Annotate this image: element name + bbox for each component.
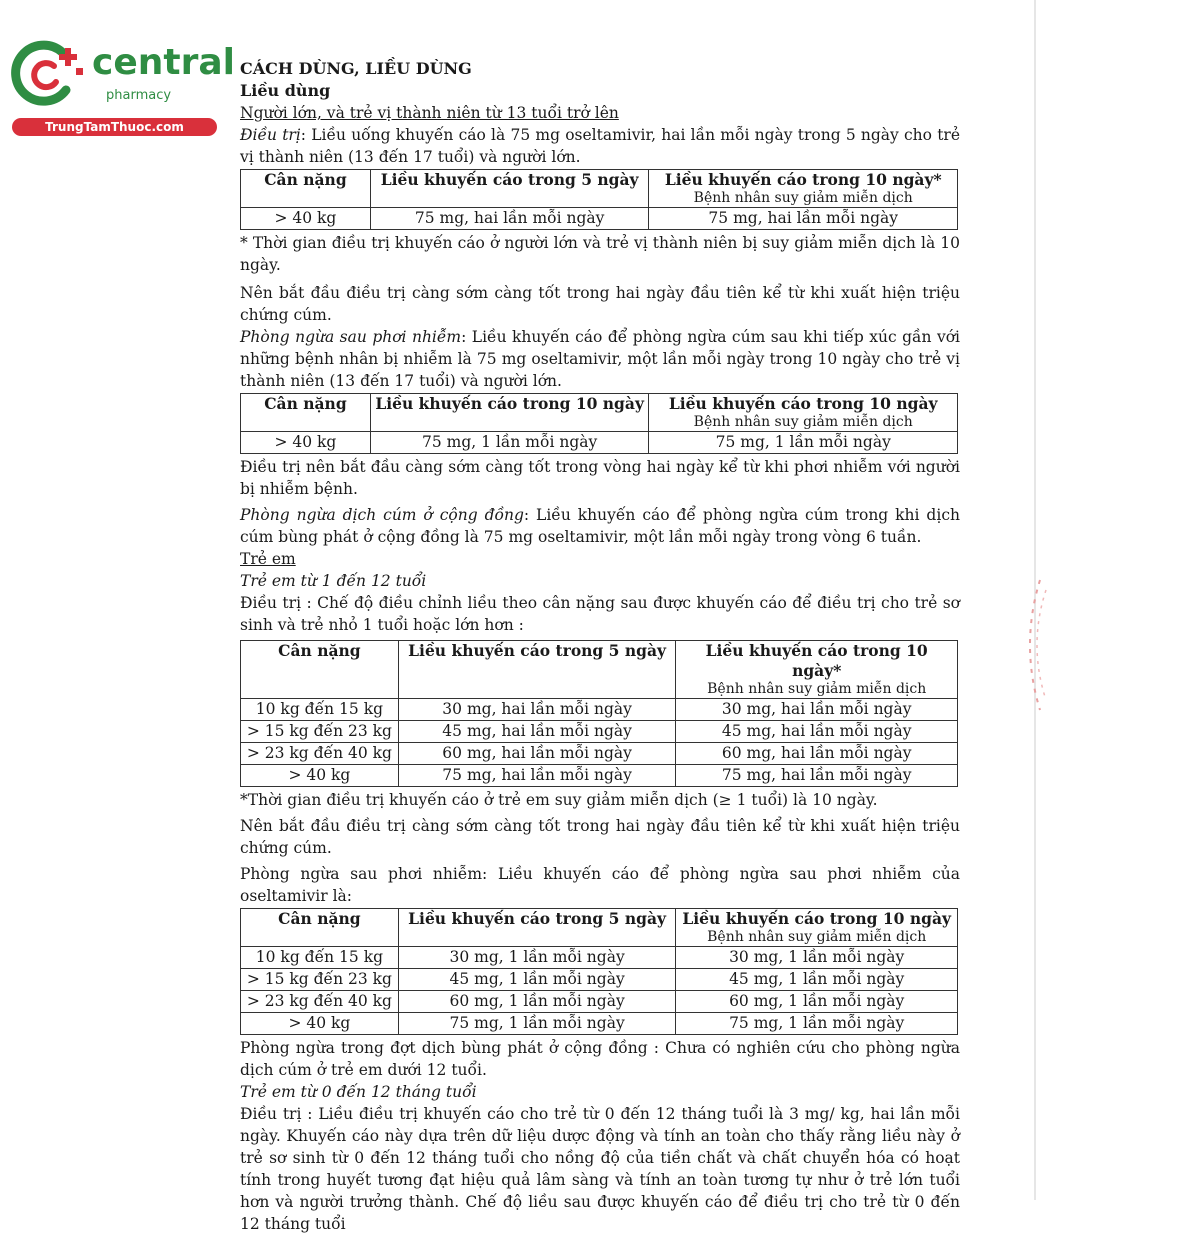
table-cell: 45 mg, 1 lần mỗi ngày bbox=[676, 969, 958, 991]
adults-heading: Người lớn, và trẻ vị thành niên từ 13 tuổi trở lên bbox=[240, 104, 619, 122]
adult-treatment-label: Điều trị bbox=[240, 126, 301, 144]
table-subheader: Bệnh nhân suy giảm miễn dịch bbox=[693, 190, 913, 206]
table-cell: 30 mg, 1 lần mỗi ngày bbox=[676, 947, 958, 969]
table-subheader: Bệnh nhân suy giảm miễn dịch bbox=[707, 929, 927, 945]
table-cell: 75 mg, 1 lần mỗi ngày bbox=[676, 1013, 958, 1035]
post-exposure-text: : Liều khuyến cáo để phòng ngừa cúm sau khi tiếp xúc gần với những bệnh nhân bị nhiễm là 75 mg oseltamivir, một lần mỗi ngày trong 10 ngày cho trẻ vị thành niên (13 đến 17 tuổi) và người lớn. bbox=[240, 328, 960, 390]
table-cell: 45 mg, hai lần mỗi ngày bbox=[676, 721, 958, 743]
table-cell: 75 mg, 1 lần mỗi ngày bbox=[649, 432, 958, 454]
table-cell: > 15 kg đến 23 kg bbox=[241, 721, 399, 743]
table-header bbox=[649, 394, 958, 432]
community-text: : Liều khuyến cáo để phòng ngừa cúm trong khi dịch cúm bùng phát ở cộng đồng là 75 mg oseltamivir, một lần mỗi ngày trong vòng 6 tuần. bbox=[240, 506, 960, 546]
table-header bbox=[676, 641, 958, 699]
children-heading: Trẻ em bbox=[240, 550, 296, 568]
children-start-note: Nên bắt đầu điều trị càng sớm càng tốt trong hai ngày đầu tiên kể từ khi xuất hiện triệu chứng cúm. bbox=[240, 817, 960, 857]
dose-heading: Liều dùng bbox=[240, 81, 331, 100]
stamp-mark bbox=[1010, 570, 1050, 720]
adult-treatment-table bbox=[240, 169, 958, 230]
adult-treatment-paragraph bbox=[240, 124, 960, 168]
table-cell: > 40 kg bbox=[241, 208, 371, 230]
community-paragraph bbox=[240, 504, 960, 548]
table-cell: > 40 kg bbox=[241, 432, 371, 454]
central-pharmacy-logo[interactable] bbox=[10, 38, 235, 138]
post-exposure-label: Phòng ngừa sau phơi nhiễm bbox=[240, 328, 462, 346]
table-row bbox=[241, 1013, 958, 1035]
table-cell: 10 kg đến 15 kg bbox=[241, 699, 399, 721]
children-1-12-heading: Trẻ em từ 1 đến 12 tuổi bbox=[240, 572, 427, 590]
infants-text: Điều trị : Liều điều trị khuyến cáo cho trẻ từ 0 đến 12 tháng tuổi là 3 mg/ kg, hai lần mỗi ngày. Khuyến cáo này dựa trên dữ liệu dược động và tính an toàn cho thấy rằng liều này ở trẻ sơ sinh từ 0 đến 12 tháng tuổi cho nồng độ của tiền chất và chất chuyển hóa có hoạt tính trong huyết tương đạt hiệu quả lâm sàng và tính an toàn tương tự như ở trẻ lớn tuổi hơn và người trưởng thành. Chế độ liều sau được khuyến cáo để điều trị cho trẻ từ 0 đến 12 tháng tuổi bbox=[240, 1105, 960, 1233]
table-cell: 75 mg, 1 lần mỗi ngày bbox=[370, 432, 649, 454]
post-exposure-paragraph bbox=[240, 326, 960, 392]
table-cell: > 23 kg đến 40 kg bbox=[241, 991, 399, 1013]
table-row bbox=[241, 969, 958, 991]
table-cell: 45 mg, hai lần mỗi ngày bbox=[398, 721, 676, 743]
table-subheader: Bệnh nhân suy giảm miễn dịch bbox=[707, 681, 927, 697]
children-community-text: Phòng ngừa trong đợt dịch bùng phát ở cộng đồng : Chưa có nghiên cứu cho phòng ngừa dịch cúm ở trẻ em dưới 12 tuổi. bbox=[240, 1039, 960, 1079]
logo-subtitle: pharmacy bbox=[106, 88, 172, 103]
children-prophylaxis-table bbox=[240, 908, 958, 1035]
table-row bbox=[241, 721, 958, 743]
children-treatment-text: Điều trị : Chế độ điều chỉnh liều theo cân nặng sau được khuyến cáo để điều trị cho trẻ sơ sinh và trẻ nhỏ 1 tuổi hoặc lớn hơn : bbox=[240, 594, 960, 634]
table-cell: 75 mg, hai lần mỗi ngày bbox=[398, 765, 676, 787]
table3-footnote: *Thời gian điều trị khuyến cáo ở trẻ em suy giảm miễn dịch (≥ 1 tuổi) là 10 ngày. bbox=[240, 791, 878, 809]
table-header-label: Liều khuyến cáo trong 10 ngày bbox=[668, 394, 938, 413]
table1-footnote: * Thời gian điều trị khuyến cáo ở người lớn và trẻ vị thành niên bị suy giảm miễn dịch là 10 ngày. bbox=[240, 234, 960, 274]
children-treatment-table bbox=[240, 640, 958, 787]
children-post-exposure-text: Phòng ngừa sau phơi nhiễm: Liều khuyến cáo để phòng ngừa sau phơi nhiễm của oseltamivir là: bbox=[240, 865, 960, 905]
start-note: Nên bắt đầu điều trị càng sớm càng tốt trong hai ngày đầu tiên kể từ khi xuất hiện triệu chứng cúm. bbox=[240, 284, 960, 324]
exposure-start-note: Điều trị nên bắt đầu càng sớm càng tốt trong vòng hai ngày kể từ khi phơi nhiễm với người bị nhiễm bệnh. bbox=[240, 458, 960, 498]
table-cell: 75 mg, hai lần mỗi ngày bbox=[676, 765, 958, 787]
table-cell: > 15 kg đến 23 kg bbox=[241, 969, 399, 991]
table-cell: 60 mg, 1 lần mỗi ngày bbox=[676, 991, 958, 1013]
logo-name: central bbox=[92, 42, 235, 83]
table-header: Cân nặng bbox=[241, 909, 399, 947]
table-row bbox=[241, 743, 958, 765]
table-header: Liều khuyến cáo trong 5 ngày bbox=[370, 170, 649, 208]
table-cell: 30 mg, hai lần mỗi ngày bbox=[676, 699, 958, 721]
table-row bbox=[241, 991, 958, 1013]
table-cell: 75 mg, hai lần mỗi ngày bbox=[649, 208, 958, 230]
table-cell: 10 kg đến 15 kg bbox=[241, 947, 399, 969]
table-row bbox=[241, 765, 958, 787]
table-cell: > 40 kg bbox=[241, 765, 399, 787]
table-row bbox=[241, 699, 958, 721]
table-header-label: Liều khuyến cáo trong 10 ngày bbox=[682, 909, 952, 928]
table-header: Liều khuyến cáo trong 5 ngày bbox=[398, 909, 676, 947]
adult-treatment-text: : Liều uống khuyến cáo là 75 mg oseltamivir, hai lần mỗi ngày trong 5 ngày cho trẻ vị thành niên (13 đến 17 tuổi) và người lớn. bbox=[240, 126, 961, 166]
table-cell: 75 mg, hai lần mỗi ngày bbox=[370, 208, 649, 230]
table-header: Cân nặng bbox=[241, 394, 371, 432]
table-cell: 30 mg, 1 lần mỗi ngày bbox=[398, 947, 676, 969]
table-cell: 60 mg, 1 lần mỗi ngày bbox=[398, 991, 676, 1013]
table-header: Liều khuyến cáo trong 10 ngày bbox=[370, 394, 649, 432]
table-row bbox=[241, 208, 958, 230]
table-cell: 60 mg, hai lần mỗi ngày bbox=[398, 743, 676, 765]
table-header: Liều khuyến cáo trong 5 ngày bbox=[398, 641, 676, 699]
table-header-label: Liều khuyến cáo trong 10 ngày* bbox=[664, 170, 942, 189]
section-title: CÁCH DÙNG, LIỀU DÙNG bbox=[240, 59, 472, 78]
table-row bbox=[241, 432, 958, 454]
pharmacy-logo-icon bbox=[10, 38, 90, 110]
document-body bbox=[240, 58, 960, 1235]
table-cell: > 23 kg đến 40 kg bbox=[241, 743, 399, 765]
community-label: Phòng ngừa dịch cúm ở cộng đồng bbox=[240, 506, 524, 524]
table-header-label: Liều khuyến cáo trong 10 ngày* bbox=[705, 641, 928, 680]
table-header bbox=[676, 909, 958, 947]
table-cell: 75 mg, 1 lần mỗi ngày bbox=[398, 1013, 676, 1035]
table-subheader: Bệnh nhân suy giảm miễn dịch bbox=[693, 414, 913, 430]
table-cell: 60 mg, hai lần mỗi ngày bbox=[676, 743, 958, 765]
table-row bbox=[241, 947, 958, 969]
table-header: Cân nặng bbox=[241, 170, 371, 208]
table-cell: > 40 kg bbox=[241, 1013, 399, 1035]
adult-prophylaxis-table bbox=[240, 393, 958, 454]
table-header bbox=[649, 170, 958, 208]
table-cell: 30 mg, hai lần mỗi ngày bbox=[398, 699, 676, 721]
table-cell: 45 mg, 1 lần mỗi ngày bbox=[398, 969, 676, 991]
logo-banner: TrungTamThuoc.com bbox=[12, 118, 217, 136]
table-header: Cân nặng bbox=[241, 641, 399, 699]
infants-heading: Trẻ em từ 0 đến 12 tháng tuổi bbox=[240, 1083, 477, 1101]
